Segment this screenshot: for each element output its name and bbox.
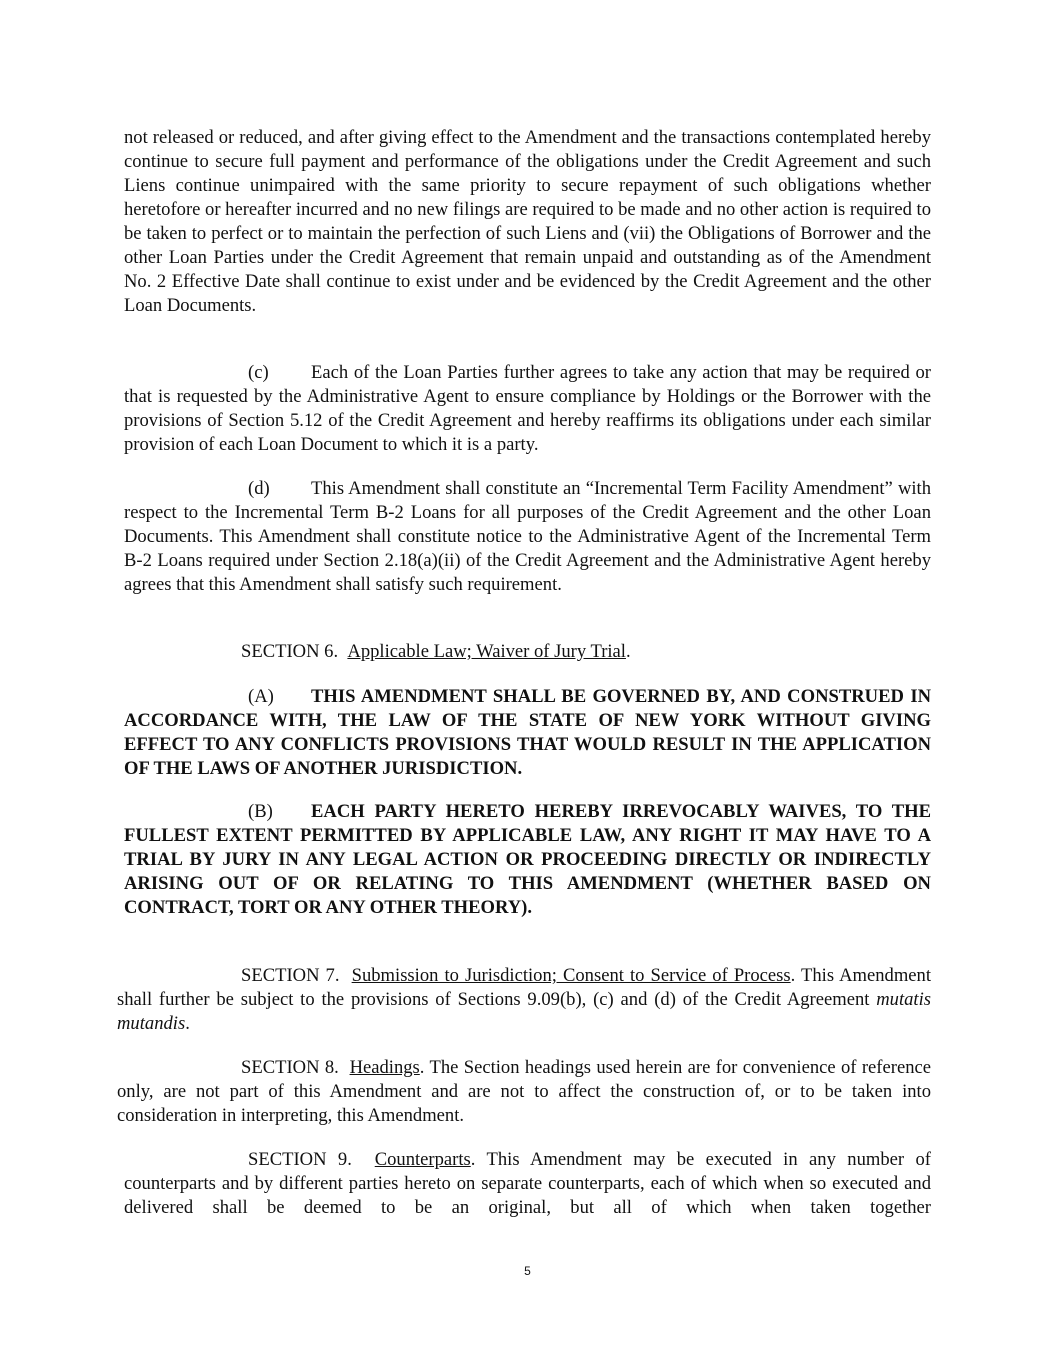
paragraph-marker: (d) xyxy=(248,478,270,499)
section-text: . The Section headings used herein are for convenience of reference only, are not part of this Amendment and are not to affect the construction of, or to be taken into consideration in interpreting, this Amendment. xyxy=(117,1057,932,1126)
paragraph-marker: (c) xyxy=(248,362,269,383)
section-8 xyxy=(117,1056,931,1128)
clause-text: EACH PARTY HERETO HEREBY IRREVOCABLY WAIVES, TO THE FULLEST EXTENT PERMITTED BY APPLICABLE LAW, ANY RIGHT IT MAY HAVE TO A TRIAL BY JURY IN ANY LEGAL ACTION OR PROCEEDING DIRECTLY OR INDIRECTLY ARISING OUT OF OR RELATING TO THIS AMENDMENT (WHETHER BASED ON CONTRACT, TORT OR ANY OTHER THEORY). xyxy=(124,801,931,918)
section-text: . This Amendment shall further be subject to the provisions of Sections 9.09(b), (c) and (d) of the Credit Agreement xyxy=(117,965,932,1010)
section-label: SECTION 6. xyxy=(241,641,339,662)
paragraph-c xyxy=(124,361,931,457)
paragraph-text: not released or reduced, and after giving effect to the Amendment and the transactions contemplated hereby continue to secure full payment and performance of the obligations under the Credit Agreement and such Liens continue unimpaired with the same priority to secure repayment of such obligations whether heretofore or hereafter incurred and no new filings are required to be made and no other action is required to be taken to perfect or to maintain the perfection of such Liens and (vii) the Obligations of Borrower and the other Loan Parties under the Credit Agreement that remain unpaid and outstanding as of the Amendment No. 2 Effective Date shall continue to exist under and be evidenced by the Credit Agreement and the other Loan Documents. xyxy=(124,127,931,316)
paragraph-d xyxy=(124,477,931,597)
section-label: SECTION 8. xyxy=(241,1057,339,1078)
latin-term: mutatis mutandis xyxy=(117,989,931,1034)
paragraph-text: Each of the Loan Parties further agrees to take any action that may be required or that is requested by the Administrative Agent to ensure compliance by Holdings or the Borrower with the provisions of Section 5.12 of the Credit Agreement and hereby reaffirms its obligations under each similar provision of each Loan Document to which it is a party. xyxy=(124,362,931,455)
section-label: SECTION 7. xyxy=(241,965,340,986)
paragraph-continuation xyxy=(124,126,931,318)
section-label: SECTION 9. xyxy=(248,1149,352,1170)
section-9 xyxy=(124,1148,931,1220)
clause-text: THIS AMENDMENT SHALL BE GOVERNED BY, AND CONSTRUED IN ACCORDANCE WITH, THE LAW OF THE STATE OF NEW YORK WITHOUT GIVING EFFECT TO ANY CONFLICTS PROVISIONS THAT WOULD RESULT IN THE APPLICATION OF THE LAWS OF ANOTHER JURISDICTION. xyxy=(124,686,931,779)
clause-marker: (A) xyxy=(248,686,274,707)
section-title: Applicable Law; Waiver of Jury Trial xyxy=(347,641,626,662)
clause-marker: (B) xyxy=(248,801,273,822)
page-number: 5 xyxy=(524,1264,531,1278)
section-7: SECTION 7. Submission to Jurisdiction; Consent to Service of Process. This Amendment shall further be subject to the provisions of Sections 9.09(b), (c) and (d) of the Credit Agreement mutatis mutandis. xyxy=(117,965,932,1034)
section-text: . This Amendment may be executed in any number of counterparts and by different parties hereto on separate counterparts, each of which when so executed and delivered shall be deemed to be an original, but all of which when taken together xyxy=(124,1149,931,1218)
section-6-clause-b xyxy=(124,800,931,920)
section-6-heading: SECTION 6. Applicable Law; Waiver of Jury Trial. xyxy=(241,641,631,662)
section-6-clause-a xyxy=(124,685,931,781)
paragraph-text: This Amendment shall constitute an “Incremental Term Facility Amendment” with respect to the Incremental Term B-2 Loans for all purposes of the Credit Agreement and the other Loan Documents. This Amendment shall constitute notice to the Administrative Agent of the Incremental Term B-2 Loans required under Section 2.18(a)(ii) of the Credit Agreement and the Administrative Agent hereby agrees that this Amendment shall satisfy such requirement. xyxy=(124,478,931,595)
section-title: Headings xyxy=(349,1057,420,1078)
section-title: Submission to Jurisdiction; Consent to Service of Process xyxy=(351,965,791,986)
section-title: Counterparts xyxy=(374,1149,471,1170)
